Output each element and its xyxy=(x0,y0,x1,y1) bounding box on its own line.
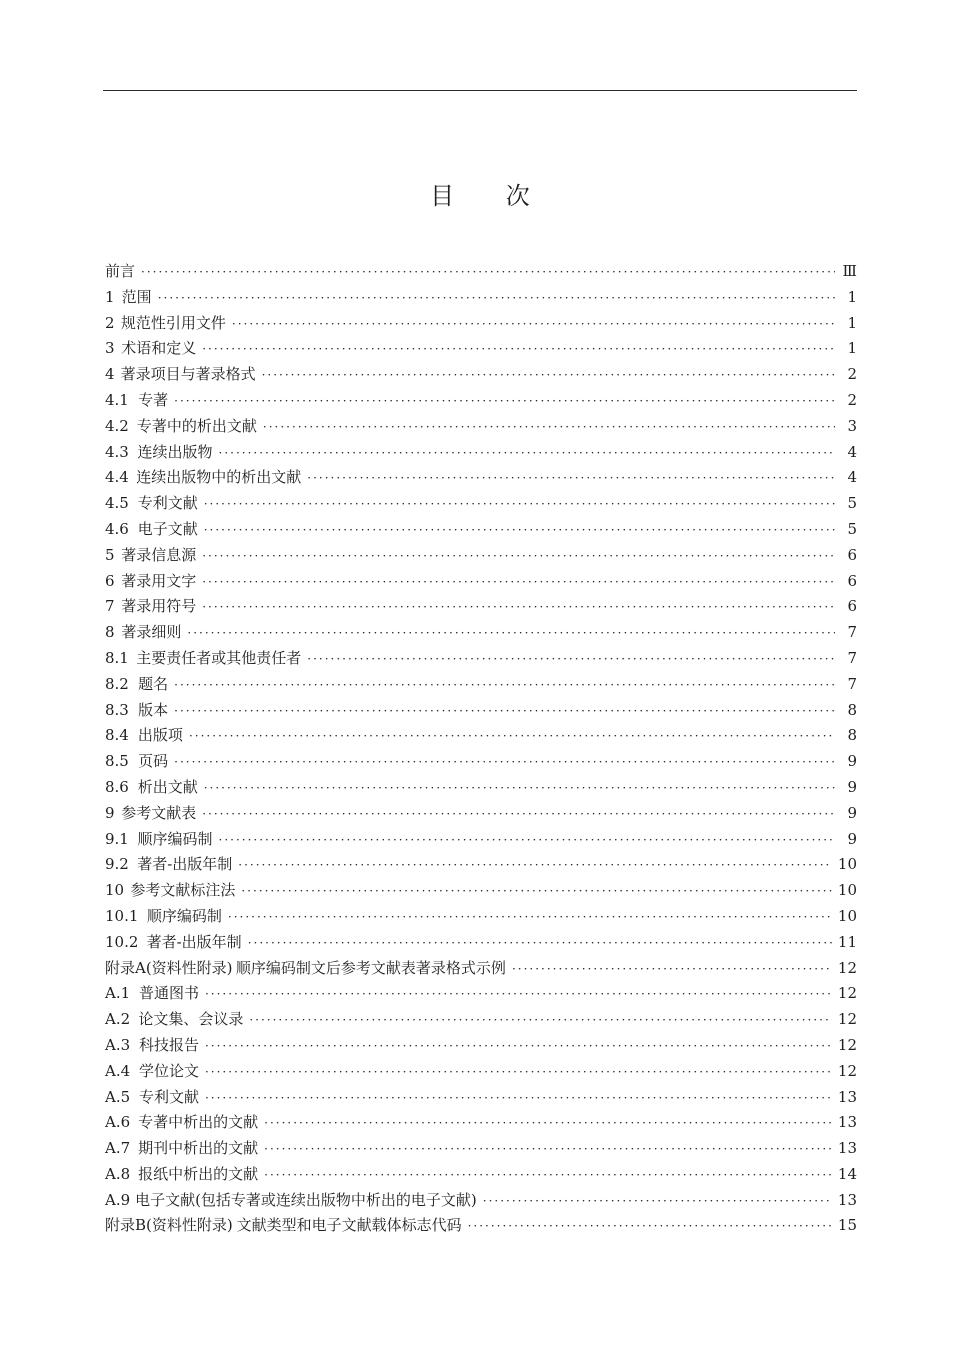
header-rule xyxy=(103,90,857,91)
toc-entry-number: A.8 xyxy=(105,1164,131,1183)
toc-leader-dots xyxy=(219,441,835,467)
toc-entry-page: 7 xyxy=(847,648,857,667)
toc-entry[interactable] xyxy=(105,1136,857,1162)
toc-entry-number: 3 xyxy=(105,339,115,358)
toc-entry-page: 2 xyxy=(847,390,857,409)
toc-entry-number: 4.4 xyxy=(105,468,129,487)
toc-entry[interactable] xyxy=(105,465,857,491)
page-title: 目 次 xyxy=(430,182,552,210)
toc-entry[interactable] xyxy=(105,440,857,466)
toc-entry-title: 专著中的析出文献 xyxy=(136,416,257,435)
toc-leader-dots xyxy=(468,1214,832,1240)
toc-leader-dots xyxy=(512,957,832,983)
toc-entry[interactable] xyxy=(105,904,857,930)
toc-entry-number: 8.5 xyxy=(105,752,129,771)
toc-entry-number: A.7 xyxy=(105,1139,131,1158)
toc-entry[interactable] xyxy=(105,259,857,285)
toc-entry-title: 专利文献 xyxy=(137,494,198,513)
toc-entry-title: 题名 xyxy=(138,674,169,693)
toc-entry[interactable] xyxy=(105,1188,857,1214)
toc-leader-dots xyxy=(174,699,835,725)
toc-leader-dots xyxy=(174,673,835,699)
toc-entry[interactable] xyxy=(105,517,857,543)
toc-entry[interactable] xyxy=(105,569,857,595)
toc-entry[interactable] xyxy=(105,1059,857,1085)
toc-entry-title: 电子文献 xyxy=(137,519,198,538)
toc-entry-title: 前言 xyxy=(105,262,136,280)
toc-leader-dots xyxy=(241,879,832,905)
toc-entry-title: 科技报告 xyxy=(138,1035,199,1054)
toc-entry-title: 页码 xyxy=(138,752,169,771)
toc-entry[interactable] xyxy=(105,930,857,956)
toc-leader-dots xyxy=(202,337,835,363)
toc-entry-page: 1 xyxy=(847,287,857,306)
toc-entry-number: 附录A(资料性附录) xyxy=(105,958,233,977)
toc-entry-title: 普通图书 xyxy=(138,984,199,1003)
toc-entry-number: 4.2 xyxy=(105,416,129,435)
toc-entry-page: 13 xyxy=(837,1113,857,1132)
toc-entry-title: 著者-出版年制 xyxy=(137,855,233,874)
toc-entry-title: 版本 xyxy=(138,700,169,719)
toc-entry-page: 7 xyxy=(847,623,857,642)
toc-entry-title: 规范性引用文件 xyxy=(120,313,226,332)
toc-leader-dots xyxy=(263,415,835,441)
toc-entry-number: A.1 xyxy=(105,984,131,1003)
toc-entry-number: 7 xyxy=(105,597,115,616)
toc-leader-dots xyxy=(307,466,835,492)
toc-entry[interactable] xyxy=(105,956,857,982)
toc-leader-dots xyxy=(158,286,835,312)
toc-entry[interactable] xyxy=(105,543,857,569)
toc-entry[interactable] xyxy=(105,672,857,698)
toc-entry-title: 著者-出版年制 xyxy=(146,932,242,951)
toc-leader-dots xyxy=(205,1060,832,1086)
toc-entry-number: A.9 xyxy=(105,1190,131,1209)
toc-entry-title: 连续出版物中的析出文献 xyxy=(136,468,302,487)
toc-entry-number: 1 xyxy=(105,287,115,306)
toc-entry-number: 6 xyxy=(105,571,115,590)
toc-entry-page: 13 xyxy=(837,1190,857,1209)
toc-leader-dots xyxy=(238,853,832,879)
toc-entry-page: 5 xyxy=(847,494,857,513)
toc-entry-title: 专著 xyxy=(138,390,169,409)
toc-leader-dots xyxy=(204,492,835,518)
toc-entry-page: 6 xyxy=(847,545,857,564)
toc-entry-number: 9 xyxy=(105,803,115,822)
toc-entry-page: 12 xyxy=(837,984,857,1003)
toc-entry-number: A.2 xyxy=(105,1010,131,1029)
toc-entry[interactable] xyxy=(105,620,857,646)
toc-entry-page: 12 xyxy=(837,1061,857,1080)
toc-entry[interactable] xyxy=(105,414,857,440)
toc-leader-dots xyxy=(262,363,835,389)
toc-entry-page: 10 xyxy=(837,906,857,925)
toc-entry-title: 学位论文 xyxy=(138,1061,199,1080)
toc-entry-title: 顺序编码制文后参考文献表著录格式示例 xyxy=(235,958,506,977)
toc-leader-dots xyxy=(202,570,835,596)
toc-entry-title: 出版项 xyxy=(137,726,183,745)
toc-entry-title: 顺序编码制 xyxy=(137,829,213,848)
toc-entry-title: 析出文献 xyxy=(137,777,198,796)
toc-entry[interactable] xyxy=(105,594,857,620)
toc-entry-title: 专著中析出的文献 xyxy=(138,1113,259,1132)
toc-entry-title: 著录细则 xyxy=(121,623,182,642)
toc-entry-number: 8.2 xyxy=(105,674,129,693)
toc-leader-dots xyxy=(204,518,835,544)
toc-entry-page: 1 xyxy=(847,313,857,332)
toc-entry[interactable] xyxy=(105,1110,857,1136)
toc-entry-page: 6 xyxy=(847,597,857,616)
toc-entry-title: 连续出版物 xyxy=(137,442,213,461)
toc-entry[interactable] xyxy=(105,723,857,749)
toc-entry-title: 参考文献标注法 xyxy=(130,881,236,900)
toc-leader-dots xyxy=(483,1189,832,1215)
toc-entry-title: 专利文献 xyxy=(138,1087,199,1106)
toc-entry-page: 9 xyxy=(847,829,857,848)
toc-entry[interactable] xyxy=(105,388,857,414)
toc-entry-title: 论文集、会议录 xyxy=(138,1010,244,1029)
toc-entry-page: 12 xyxy=(837,1035,857,1054)
toc-entry[interactable] xyxy=(105,852,857,878)
toc-entry[interactable] xyxy=(105,1085,857,1111)
toc-leader-dots xyxy=(219,828,835,854)
toc-entry-number: 5 xyxy=(105,545,115,564)
toc-entry-page: 12 xyxy=(837,1010,857,1029)
toc-leader-dots xyxy=(141,260,835,286)
toc-entry-title: 报纸中析出的文献 xyxy=(138,1164,259,1183)
toc-entry-page: Ⅲ xyxy=(842,262,857,280)
toc-leader-dots xyxy=(249,1008,832,1034)
toc-leader-dots xyxy=(205,982,832,1008)
toc-entry-page: 8 xyxy=(847,700,857,719)
toc-entry-title: 著录用文字 xyxy=(121,571,197,590)
toc-leader-dots xyxy=(264,1137,832,1163)
toc-entry-number: 10.2 xyxy=(105,932,139,951)
toc-entry[interactable] xyxy=(105,311,857,337)
toc-leader-dots xyxy=(205,1086,832,1112)
toc-leader-dots xyxy=(202,544,835,570)
toc-entry-page: 6 xyxy=(847,571,857,590)
toc-entry-title: 主要责任者或其他责任者 xyxy=(136,648,302,667)
toc-entry-number: 4.5 xyxy=(105,494,129,513)
toc-entry[interactable] xyxy=(105,646,857,672)
toc-entry-number: 8 xyxy=(105,623,115,642)
toc-entry-page: 13 xyxy=(837,1087,857,1106)
toc-entry-title: 著录信息源 xyxy=(121,545,197,564)
toc-entry-number: 10.1 xyxy=(105,906,139,925)
toc-entry-number: 9.2 xyxy=(105,855,129,874)
toc-entry-page: 3 xyxy=(847,416,857,435)
toc-entry-page: 9 xyxy=(847,803,857,822)
toc-entry-title: 文献类型和电子文献载体标志代码 xyxy=(236,1216,462,1235)
toc-entry-title: 顺序编码制 xyxy=(146,906,222,925)
toc-entry-title: 范围 xyxy=(121,287,152,306)
toc-entry-number: 附录B(资料性附录) xyxy=(105,1216,233,1235)
toc-leader-dots xyxy=(264,1163,832,1189)
toc-entry-page: 9 xyxy=(847,752,857,771)
toc-entry-number: 4 xyxy=(105,365,115,384)
table-of-contents xyxy=(105,259,857,1239)
toc-entry-page: 10 xyxy=(837,881,857,900)
toc-entry-page: 7 xyxy=(847,674,857,693)
toc-entry-page: 10 xyxy=(837,855,857,874)
toc-leader-dots xyxy=(307,647,835,673)
toc-leader-dots xyxy=(189,724,835,750)
toc-entry[interactable] xyxy=(105,362,857,388)
toc-entry[interactable] xyxy=(105,491,857,517)
toc-entry-number: 4.6 xyxy=(105,519,129,538)
toc-leader-dots xyxy=(228,905,832,931)
toc-entry-number: 4.1 xyxy=(105,390,129,409)
toc-entry[interactable] xyxy=(105,285,857,311)
toc-entry-number: 8.6 xyxy=(105,777,129,796)
toc-leader-dots xyxy=(187,621,835,647)
toc-entry[interactable] xyxy=(105,981,857,1007)
toc-entry-page: 4 xyxy=(847,442,857,461)
toc-entry[interactable] xyxy=(105,775,857,801)
toc-entry[interactable] xyxy=(105,698,857,724)
toc-entry-title: 电子文献(包括专著或连续出版物中析出的电子文献) xyxy=(135,1190,477,1209)
toc-entry-title: 期刊中析出的文献 xyxy=(138,1139,259,1158)
toc-leader-dots xyxy=(204,776,835,802)
toc-entry-title: 参考文献表 xyxy=(121,803,197,822)
toc-entry-number: 8.4 xyxy=(105,726,129,745)
toc-entry-page: 12 xyxy=(837,958,857,977)
toc-entry-page: 2 xyxy=(847,365,857,384)
toc-entry[interactable] xyxy=(105,1033,857,1059)
toc-entry-page: 11 xyxy=(837,932,857,951)
toc-entry[interactable] xyxy=(105,1162,857,1188)
toc-entry-number: 10 xyxy=(105,881,125,900)
toc-entry-number: 8.1 xyxy=(105,648,129,667)
toc-entry-page: 14 xyxy=(837,1164,857,1183)
toc-entry-number: A.6 xyxy=(105,1113,131,1132)
toc-entry-title: 著录项目与著录格式 xyxy=(120,365,256,384)
toc-entry-number: 8.3 xyxy=(105,700,129,719)
toc-leader-dots xyxy=(264,1111,832,1137)
toc-entry-page: 8 xyxy=(847,726,857,745)
toc-entry-page: 4 xyxy=(847,468,857,487)
toc-entry-title: 著录用符号 xyxy=(121,597,197,616)
toc-entry[interactable] xyxy=(105,878,857,904)
toc-entry-number: A.4 xyxy=(105,1061,131,1080)
toc-entry-number: A.5 xyxy=(105,1087,131,1106)
toc-leader-dots xyxy=(205,1034,832,1060)
toc-entry[interactable] xyxy=(105,1213,857,1239)
toc-entry-number: 9.1 xyxy=(105,829,129,848)
toc-entry-number: A.3 xyxy=(105,1035,131,1054)
toc-entry-number: 4.3 xyxy=(105,442,129,461)
toc-leader-dots xyxy=(202,802,835,828)
toc-entry[interactable] xyxy=(105,749,857,775)
toc-leader-dots xyxy=(174,389,835,415)
toc-entry-page: 1 xyxy=(847,339,857,358)
toc-leader-dots xyxy=(248,931,832,957)
toc-entry[interactable] xyxy=(105,336,857,362)
toc-leader-dots xyxy=(202,595,835,621)
toc-entry-number: 2 xyxy=(105,313,115,332)
toc-entry[interactable] xyxy=(105,801,857,827)
toc-entry-page: 9 xyxy=(847,777,857,796)
toc-entry-page: 13 xyxy=(837,1139,857,1158)
toc-entry-page: 5 xyxy=(847,519,857,538)
toc-entry[interactable] xyxy=(105,1007,857,1033)
toc-entry-title: 术语和定义 xyxy=(121,339,197,358)
toc-entry[interactable] xyxy=(105,827,857,853)
toc-leader-dots xyxy=(174,750,835,776)
toc-entry-page: 15 xyxy=(837,1216,857,1235)
toc-leader-dots xyxy=(232,312,835,338)
